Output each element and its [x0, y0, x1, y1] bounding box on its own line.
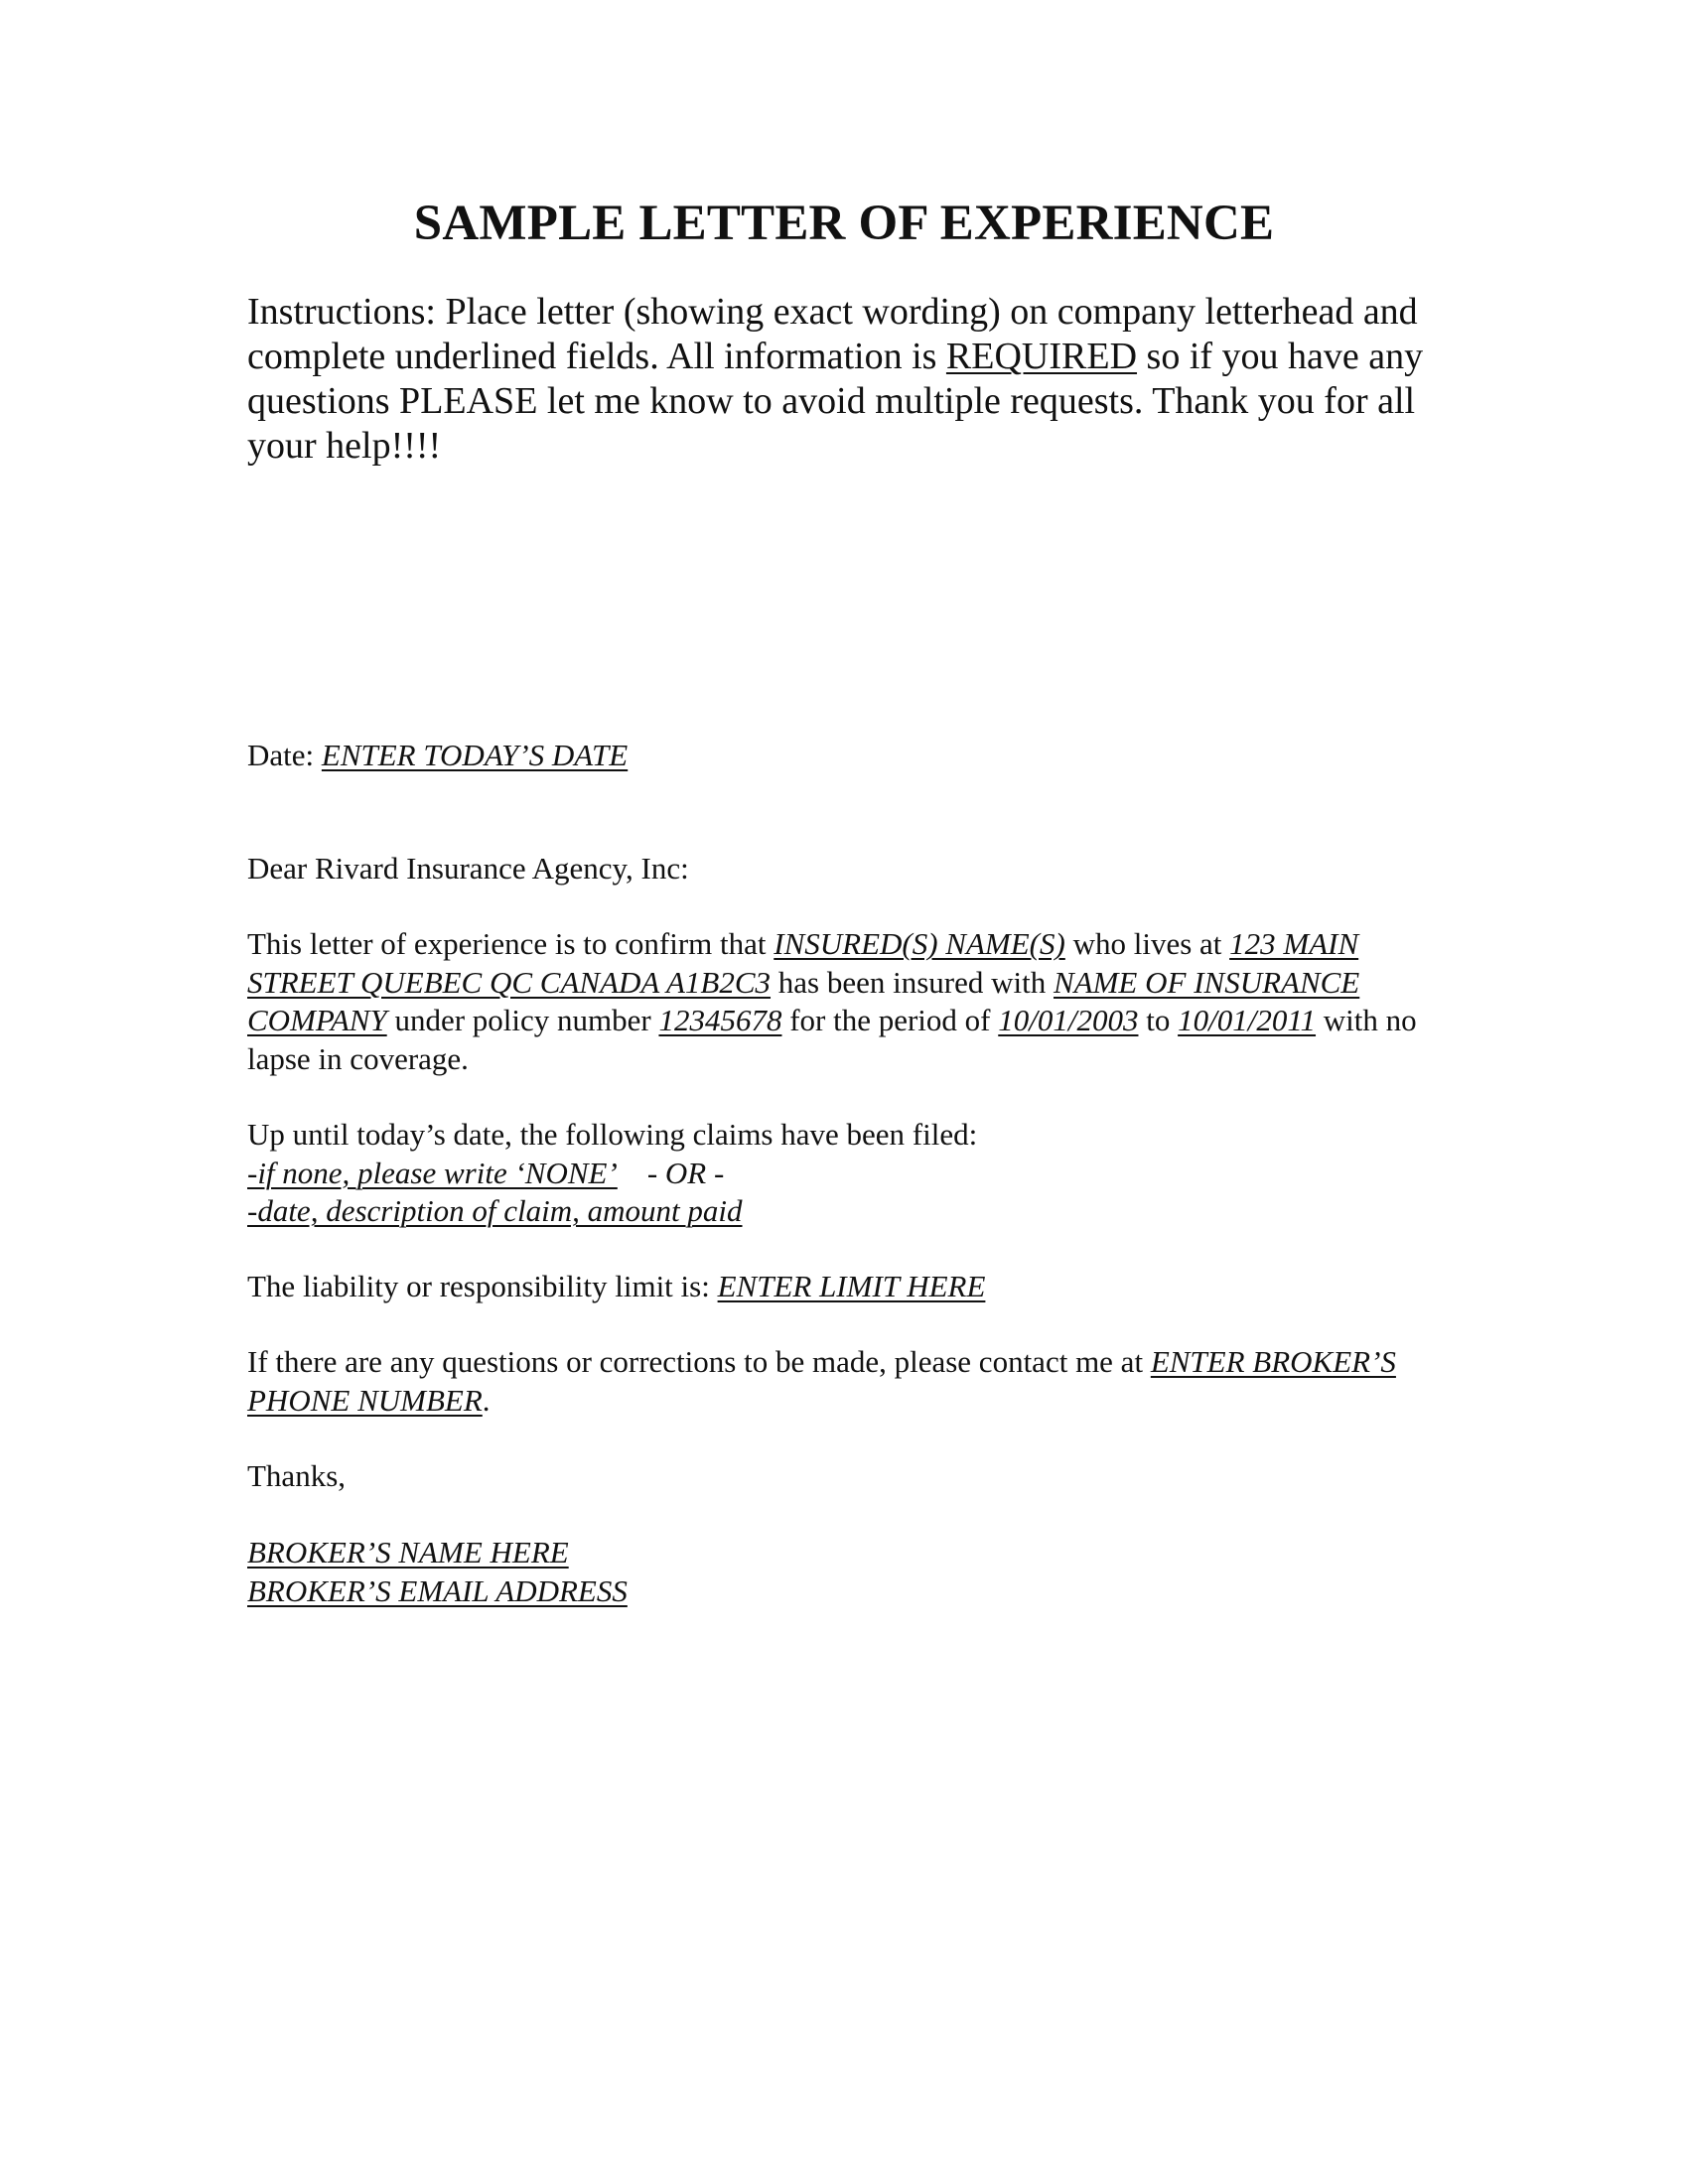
required-emphasis: REQUIRED [945, 336, 1138, 377]
instructions-paragraph [247, 290, 1469, 469]
broker-email-field: BROKER’S EMAIL ADDRESS [247, 1572, 628, 1608]
claims-section [247, 1116, 1459, 1231]
body-text-1: This letter of experience is to confirm that [247, 926, 774, 961]
greeting: Dear Rivard Insurance Agency, Inc: [247, 851, 689, 886]
claims-none-option: -if none, please write ‘NONE’ [247, 1155, 618, 1190]
limit-line [247, 1268, 1459, 1306]
contact-paragraph [247, 1343, 1459, 1420]
address-field: 123 MAIN STREET QUEBEC QC CANADA A1B2C3 [247, 926, 1359, 1000]
instructions-text-1: Instructions: Place letter (showing exact wording) on company letterhead and complete underlined fields. All information is [247, 291, 1418, 377]
broker-name-field: BROKER’S NAME HERE [247, 1535, 569, 1570]
body-text-6: to [1138, 1003, 1179, 1037]
body-text-2: who lives at [1064, 926, 1230, 961]
body-text-5: for the period of [781, 1003, 999, 1037]
contact-end: . [482, 1382, 491, 1418]
end-date-field: 10/01/2011 [1178, 1003, 1317, 1037]
signature-block [247, 1534, 1459, 1610]
claims-detail-line [247, 1192, 1459, 1231]
contact-text: If there are any questions or corrections to be made, please contact me at [247, 1344, 1151, 1379]
insured-name-field: INSURED(S) NAME(S) [774, 926, 1065, 961]
body-text-3: has been insured with [771, 964, 1054, 1000]
start-date-field: 10/01/2003 [998, 1003, 1139, 1037]
claims-detail-option: -date, description of claim, amount paid [247, 1193, 743, 1228]
policy-number-field: 12345678 [658, 1003, 782, 1037]
claims-or: - OR - [646, 1155, 725, 1190]
instructions-text-2: so if you have any questions PLEASE let me know to avoid multiple requests. Thank you for all your help!!!! [247, 336, 1424, 467]
broker-phone-field: ENTER BROKER’S PHONE NUMBER [247, 1344, 1396, 1418]
insurance-company-field: NAME OF INSURANCE COMPANY [247, 964, 1360, 1037]
confirmation-paragraph [247, 925, 1459, 1078]
claims-intro: Up until today’s date, the following claims have been filed: [247, 1117, 978, 1152]
body-text-4: under policy number [386, 1003, 659, 1037]
document-title: SAMPLE LETTER OF EXPERIENCE [413, 196, 1275, 251]
date-field: ENTER TODAY’S DATE [321, 738, 629, 772]
limit-label: The liability or responsibility limit is: [247, 1269, 718, 1303]
closing: Thanks, [247, 1458, 347, 1493]
limit-field: ENTER LIMIT HERE [717, 1269, 986, 1303]
claims-none-line [247, 1155, 1459, 1193]
date-label: Date: [247, 738, 322, 772]
body-text-7: with no lapse in coverage. [247, 1003, 1417, 1076]
date-line [247, 737, 1459, 775]
